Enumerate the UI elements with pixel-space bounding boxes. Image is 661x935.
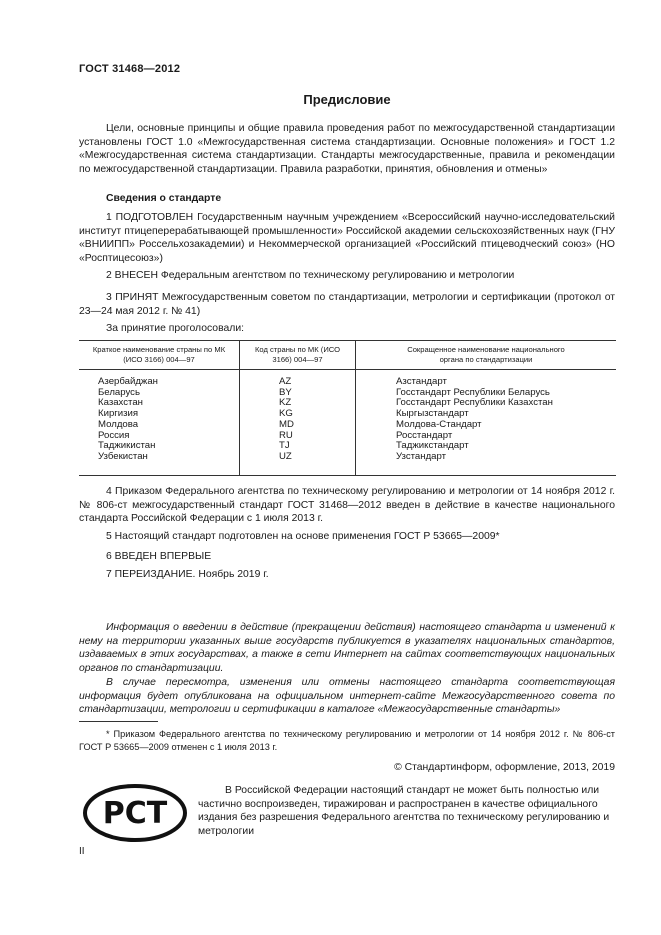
item-1: 1 ПОДГОТОВЛЕН Государственным научным учреждением «Всероссийский научно-исследовательский институт птицеперерабатывающей промышленности» Российской академии сельскохозяйственных наук (ГНУ «ВНИИПП» Россельхозакадемии) и Некоммерческой организацией «Российский птицеводческий союз» (НО «Росптицесоюз»): [79, 212, 615, 264]
table-row: AZ BY KZ KG MD RU TJ UZ: [279, 376, 294, 462]
table-divider: [239, 341, 240, 475]
item-6: 6 ВВЕДЕН ВПЕРВЫЕ: [106, 551, 212, 562]
subheading: Сведения о стандарте: [106, 193, 222, 204]
item-2: 2 ВНЕСЕН Федеральным агентством по техническому регулированию и метрологии: [106, 270, 515, 281]
info-paragraph-2: В случае пересмотра, изменения или отмены настоящего стандарта соответствующая информация будет опубликована на официальном интернет-сайте Межгосударственного совета по стандартизации, метрологии и сертификации в каталоге «Межгосударственные стандарты»: [79, 677, 615, 716]
intro-paragraph: Цели, основные принципы и общие правила проведения работ по межгосударственной стандартизации установлены ГОСТ 1.0 «Межгосударственная система стандартизации. Основные положения» и ГОСТ 1.2 «Межгосударственная система стандартизации. Стандарты межгосударственные, правила и рекомендации по межгосударственной стандартизации. Правила разработки, принятия, обновления и отмены»: [79, 123, 615, 175]
table-row: Азстандарт Госстандарт Республики Беларусь Госстандарт Республики Казахстан Кыргызстандарт Молдова-Стандарт Росстандарт Таджикстандарт Узстандарт: [396, 376, 553, 462]
footnote: * Приказом Федерального агентства по техническому регулированию и метрологии от 14 ноября 2012 г. № 806-ст ГОСТ Р 53665—2009 отменен с 1 июля 2013 г.: [79, 729, 615, 752]
rst-logo-icon: [82, 783, 188, 843]
item-3: 3 ПРИНЯТ Межгосударственным советом по стандартизации, метрологии и сертификации (протокол от 23—24 мая 2012 г. № 41): [79, 292, 615, 317]
copyright: © Стандартинформ, оформление, 2013, 2019: [394, 762, 615, 773]
table-row: Азербайджан Беларусь Казахстан Киргизия Молдова Россия Таджикистан Узбекистан: [98, 376, 158, 462]
item-5: 5 Настоящий стандарт подготовлен на основе применения ГОСТ Р 53665—2009*: [106, 531, 500, 542]
page-title: Предисловие: [303, 92, 391, 107]
table-header-code: Код страны по МК (ИСО 3166) 004—97: [239, 341, 356, 370]
voted-label: За принятие проголосовали:: [106, 323, 245, 334]
countries-table: [79, 340, 616, 476]
table-header-country: Краткое наименование страны по МК (ИСО 3166) 004—97: [79, 341, 239, 370]
table-divider: [355, 341, 356, 475]
info-paragraph-1: Информация о введении в действие (прекращении действия) настоящего стандарта и изменений к нему на территории указанных выше государств публикуется в указателях национальных стандартов, издаваемых в этих государствах, а также в сети Интернет на сайтах соответствующих национальных органов по стандартизации.: [79, 622, 615, 674]
document-id: ГОСТ 31468—2012: [79, 63, 181, 75]
copyright-notice: В Российской Федерации настоящий стандарт не может быть полностью или частично воспроизведен, тиражирован и распространен в качестве официального издания без разрешения Федерального агентства по техническому регулированию и метрологии: [198, 785, 610, 837]
item-7: 7 ПЕРЕИЗДАНИЕ. Ноябрь 2019 г.: [106, 569, 269, 580]
page-number: II: [79, 846, 85, 857]
footnote-separator: [79, 721, 158, 722]
table-header-agency: Сокращенное наименование национального органа по стандартизации: [356, 341, 616, 370]
item-4: 4 Приказом Федерального агентства по техническому регулированию и метрологии от 14 ноября 2012 г. № 806-ст межгосударственный стандарт ГОСТ 31468—2012 введен в действие в качестве национального стандарта Российской Федерации с 1 июля 2013 г.: [79, 486, 615, 525]
svg-text:РСТ: РСТ: [102, 796, 168, 831]
